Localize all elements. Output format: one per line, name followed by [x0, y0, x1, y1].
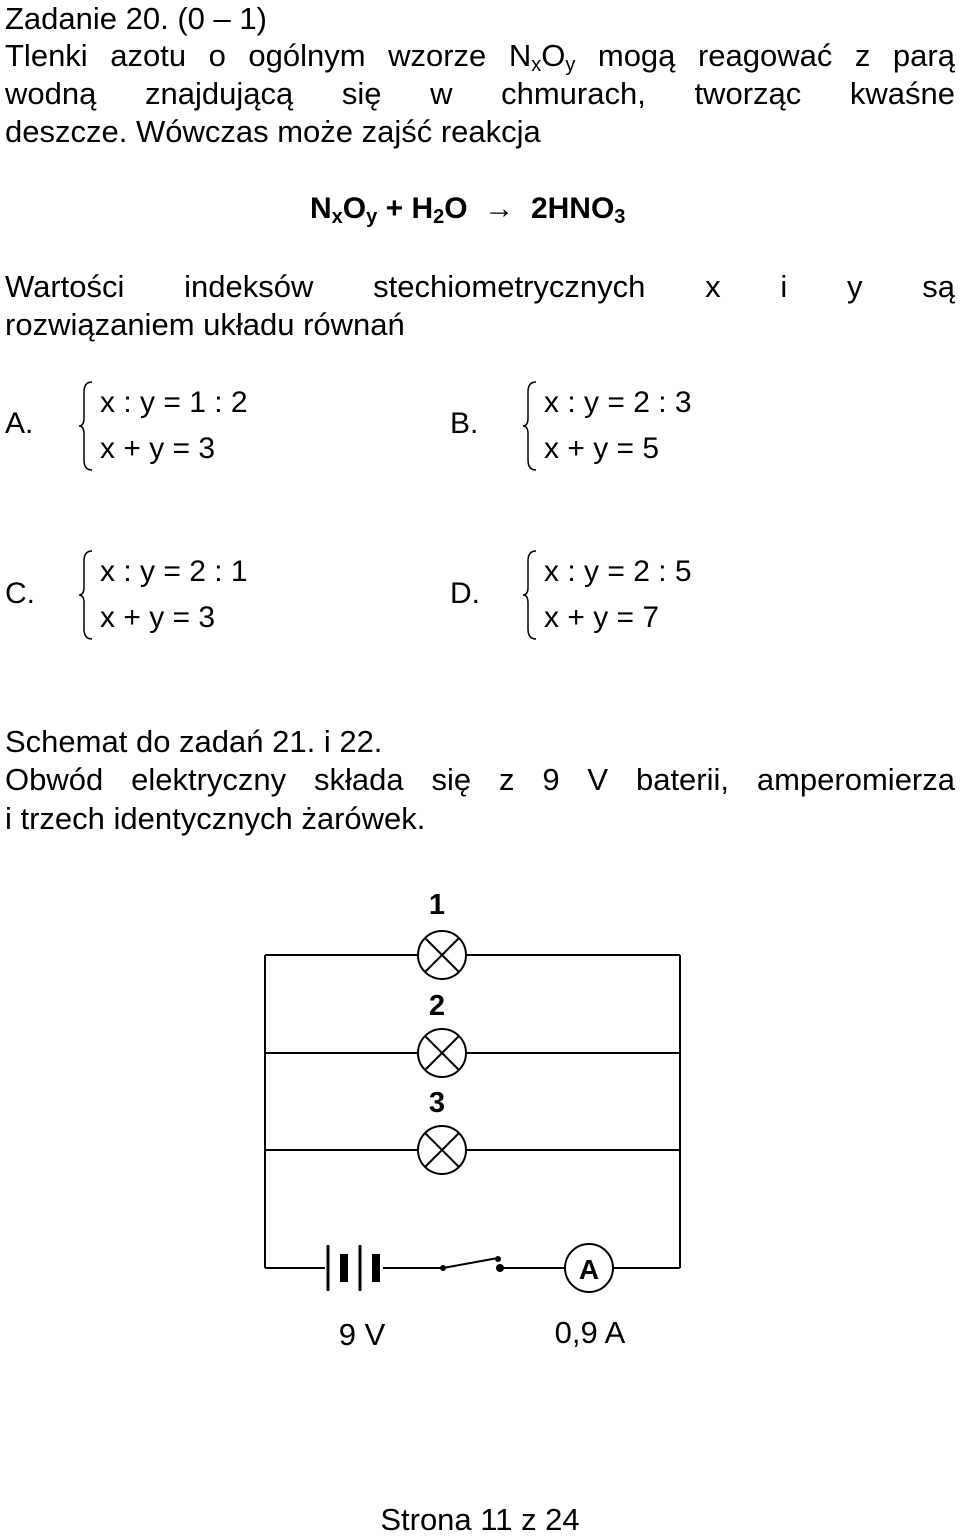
option-b-eq2: x + y = 5	[544, 432, 660, 465]
battery-voltage-label: 9 V	[338, 1317, 386, 1352]
task-text-line-2: wodną znajdującą się w chmurach, tworząc kwaśne	[5, 76, 955, 111]
reaction-equation: $N_xO_y + H_2O \to 2HNO_3$	[310, 192, 626, 228]
option-a-eq2: x + y = 3	[100, 432, 216, 465]
bulb-2-label: 2	[428, 990, 446, 1022]
option-a-letter: A.	[5, 407, 34, 440]
option-c-eq2: x + y = 3	[100, 601, 216, 634]
task-text-line-1: Tlenki azotu o ogólnym wzorze $N_xO_y$ mogą reagować z parą	[5, 38, 955, 76]
option-d-letter: D.	[450, 577, 480, 610]
task-text-line-3: deszcze. Wówczas może zajść reakcja	[5, 114, 541, 149]
page-footer: Strona 11 z 24	[380, 1502, 580, 1537]
option-d-eq2: x + y = 7	[544, 601, 660, 634]
bulb-1-icon	[418, 931, 466, 979]
scheme-line-1: Obwód elektryczny składa się z 9 V baterii, amperomierza	[5, 762, 955, 797]
option-c-eq1: x : y = 2 : 1	[100, 555, 248, 588]
bulb-1-label: 1	[428, 889, 446, 921]
option-c-letter: C.	[5, 577, 35, 610]
ammeter-symbol: A	[578, 1254, 600, 1285]
scheme-heading: Schemat do zadań 21. i 22.	[5, 724, 383, 759]
task-title: Zadanie 20. (0 – 1)	[5, 1, 267, 36]
battery-icon	[328, 1245, 380, 1291]
scheme-line-2: i trzech identycznych żarówek.	[5, 801, 426, 836]
option-b-letter: B.	[450, 407, 479, 440]
question-line-2: rozwiązaniem układu równań	[5, 307, 405, 342]
ammeter-icon	[565, 1244, 613, 1292]
bulb-2-icon	[418, 1029, 466, 1077]
bulb-3-label: 3	[428, 1087, 446, 1119]
ammeter-reading-label: 0,9 A	[554, 1315, 626, 1350]
reaction-arrow: →	[484, 192, 515, 225]
option-a-eq1: x : y = 1 : 2	[100, 386, 248, 419]
option-b-eq1: x : y = 2 : 3	[544, 386, 692, 419]
option-d-eq1: x : y = 2 : 5	[544, 555, 692, 588]
question-line-1: Wartości indeksów stechiometrycznych x i y są	[5, 269, 955, 304]
bulb-3-icon	[418, 1126, 466, 1174]
